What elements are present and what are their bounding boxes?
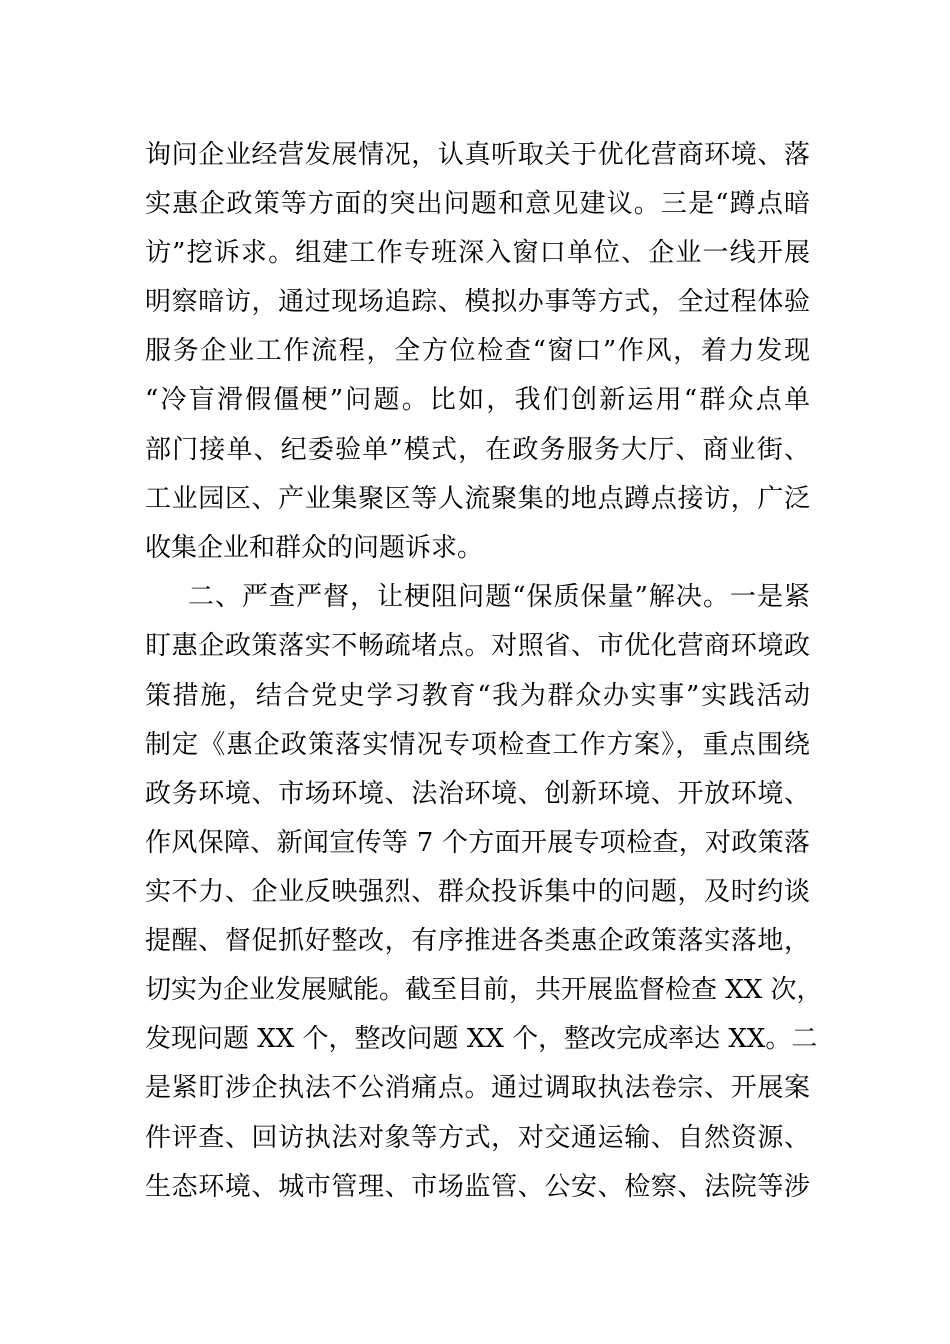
paragraph-first-line: 二、严查严督，让梗阻问题“保质保量”解决。一是紧 [188, 582, 810, 612]
text-line: 询问企业经营发展情况，认真听取关于优化营商环境、落 [145, 140, 810, 170]
text-line: 实不力、企业反映强烈、群众投诉集中的问题，及时约谈 [145, 877, 810, 907]
text-line: 政务环境、市场环境、法治环境、创新环境、开放环境、 [145, 779, 810, 809]
text-line: 作风保障、新闻宣传等 7 个方面开展专项检查，对政策落 [145, 828, 810, 858]
text-line: 服务企业工作流程，全方位检查“窗口”作风，着力发现 [145, 336, 810, 366]
text-line: 策措施，结合党史学习教育“我为群众办实事”实践活动 [145, 681, 810, 711]
text-line: 明察暗访，通过现场追踪、模拟办事等方式，全过程体验 [145, 287, 810, 317]
text-line: 提醒、督促抓好整改，有序推进各类惠企政策落实落地， [145, 926, 810, 956]
text-line: 发现问题 XX 个，整改问题 XX 个，整改完成率达 XX。二 [145, 1024, 818, 1054]
text-line: 访”挖诉求。组建工作专班深入窗口单位、企业一线开展 [145, 238, 810, 268]
text-line: 部门接单、纪委验单”模式，在政务服务大厅、商业街、 [145, 435, 810, 465]
text-line: 工业园区、产业集聚区等人流聚集的地点蹲点接访，广泛 [145, 484, 810, 514]
text-line: 实惠企政策等方面的突出问题和意见建议。三是“蹲点暗 [145, 189, 810, 219]
text-line: 收集企业和群众的问题诉求。 [145, 533, 484, 563]
text-line: 制定《惠企政策落实情况专项检查工作方案》，重点围绕 [145, 730, 810, 760]
text-line: “冷盲滑假僵梗”问题。比如，我们创新运用“群众点单 [145, 385, 810, 415]
text-line: 是紧盯涉企执法不公消痛点。通过调取执法卷宗、开展案 [145, 1073, 810, 1103]
text-line: 生态环境、城市管理、市场监管、公安、检察、法院等涉 [145, 1172, 810, 1202]
text-line: 件评查、回访执法对象等方式，对交通运输、自然资源、 [145, 1123, 810, 1153]
text-line: 盯惠企政策落实不畅疏堵点。对照省、市优化营商环境政 [145, 631, 810, 661]
text-line: 切实为企业发展赋能。截至目前，共开展监督检查 XX 次， [145, 975, 823, 1005]
